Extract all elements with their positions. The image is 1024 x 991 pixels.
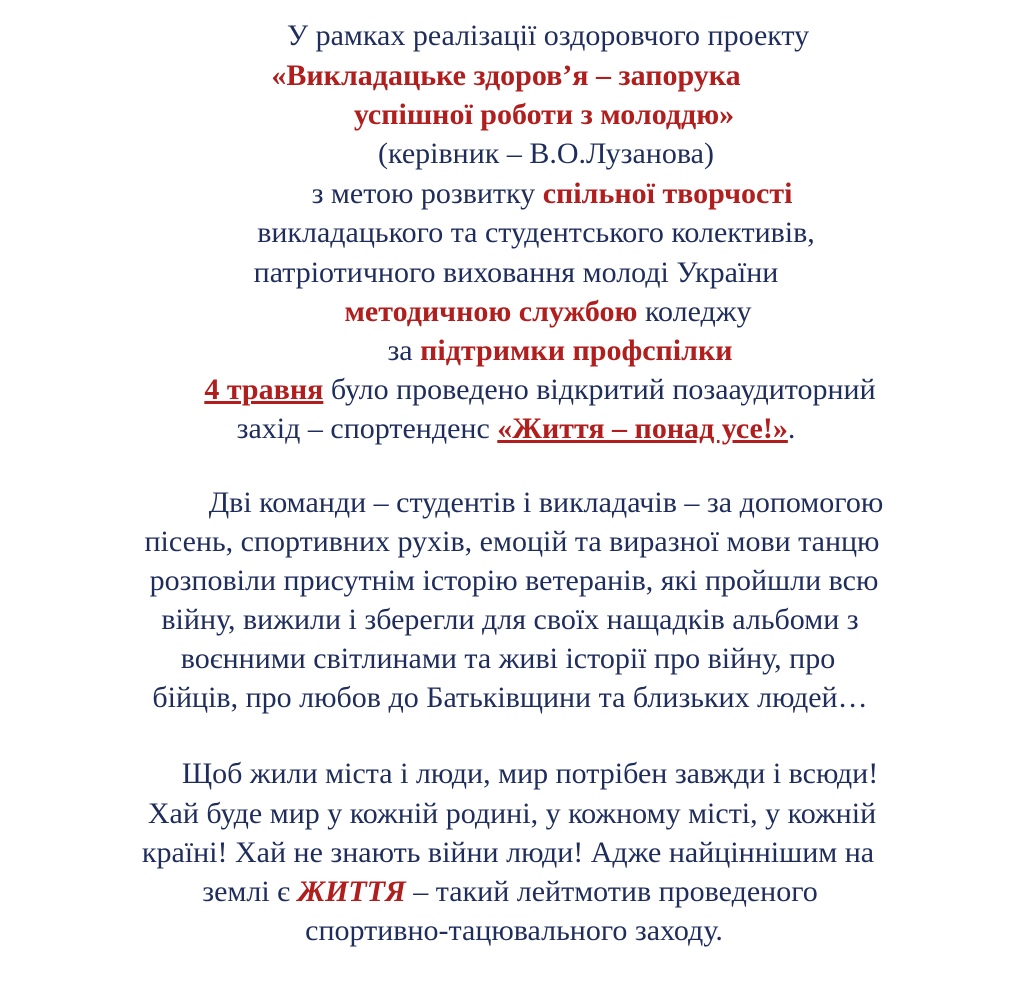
project-title-text: «Викладацьке здоров’я – запорука [271, 59, 741, 92]
para1-line-6 [0, 680, 1022, 716]
event-date: 4 травня [204, 373, 324, 406]
union-support-line [48, 333, 1024, 369]
para2-text: спортивно-тацювального заходу. [305, 914, 723, 947]
union-support-text: за [387, 334, 421, 367]
project-title-line-2 [32, 97, 1024, 133]
collectives-text: викладацького та студентського колективів, [257, 216, 815, 249]
para2-text: землі є [202, 875, 298, 908]
para1-text: війну, вижили і зберегли для своїх нащадків альбоми з [161, 603, 859, 636]
para1-text: пісень, спортивних рухів, емоцій та виразної мови танцю [144, 525, 880, 558]
para2-text: Щоб жили міста і люди, мир потрібен завжди і всюди! [181, 757, 879, 790]
para2-line-2 [0, 796, 1024, 832]
para2-text: країні! Хай не знають війни люди! Адже найціннішим на [141, 836, 875, 869]
patriotic-text: патріотичного виховання молоді України [253, 256, 779, 289]
project-title-line-1 [0, 58, 1018, 94]
para2-line-3 [0, 835, 1020, 871]
para1-line-2 [0, 524, 1024, 560]
para1-line-3 [2, 563, 1024, 599]
event-date-text: було проведено відкритий позааудиторний [323, 373, 876, 406]
event-title-line [4, 411, 1024, 447]
event-date-line [28, 372, 1024, 408]
para2-line-4 [0, 874, 1022, 910]
intro-text: У рамках реалізації оздоровчого проекту [286, 19, 810, 52]
highlight-life: ЖИТТЯ [297, 875, 406, 908]
event-title-text: захід – спортенденс [236, 412, 498, 445]
para2-text: Хай буде мир у кожній родині, у кожному місті, у кожній [147, 797, 877, 830]
para2-line-1 [18, 756, 1024, 792]
goal-text: з метою розвитку [311, 177, 543, 210]
para2-text: – такий лейтмотив проведеного [405, 875, 818, 908]
para1-text: Дві команди – студентів і викладачів – за допомогою [208, 486, 884, 519]
para1-line-4 [0, 602, 1022, 638]
method-service-text: коледжу [637, 295, 752, 328]
para1-line-1 [34, 485, 1024, 521]
event-title-period: . [787, 412, 796, 445]
leader-line [34, 136, 1024, 172]
para1-text: бійців, про любов до Батьківщини та близьких людей… [152, 681, 868, 714]
intro-line-1 [36, 18, 1024, 54]
event-title: «Життя – понад усе!» [497, 412, 788, 445]
method-service-line [36, 294, 1024, 330]
goal-line [40, 176, 1024, 212]
para2-line-5 [2, 913, 1024, 949]
para1-line-5 [0, 641, 1020, 677]
project-title-text: успішної роботи з молоддю» [353, 98, 735, 131]
para1-text: воєнними світлинами та живі історії про війну, про [180, 642, 836, 675]
patriotic-line [4, 255, 1024, 291]
highlight-method-service: методичною службою [344, 295, 638, 328]
highlight-union-support: підтримки профспілки [420, 334, 733, 367]
highlight-joint-creativity: спільної творчості [542, 177, 793, 210]
collectives-line [24, 215, 1024, 251]
para1-text: розповіли присутнім історію ветеранів, які пройшли всю [149, 564, 879, 597]
leader-text: (керівник – В.О.Лузанова) [378, 137, 714, 170]
